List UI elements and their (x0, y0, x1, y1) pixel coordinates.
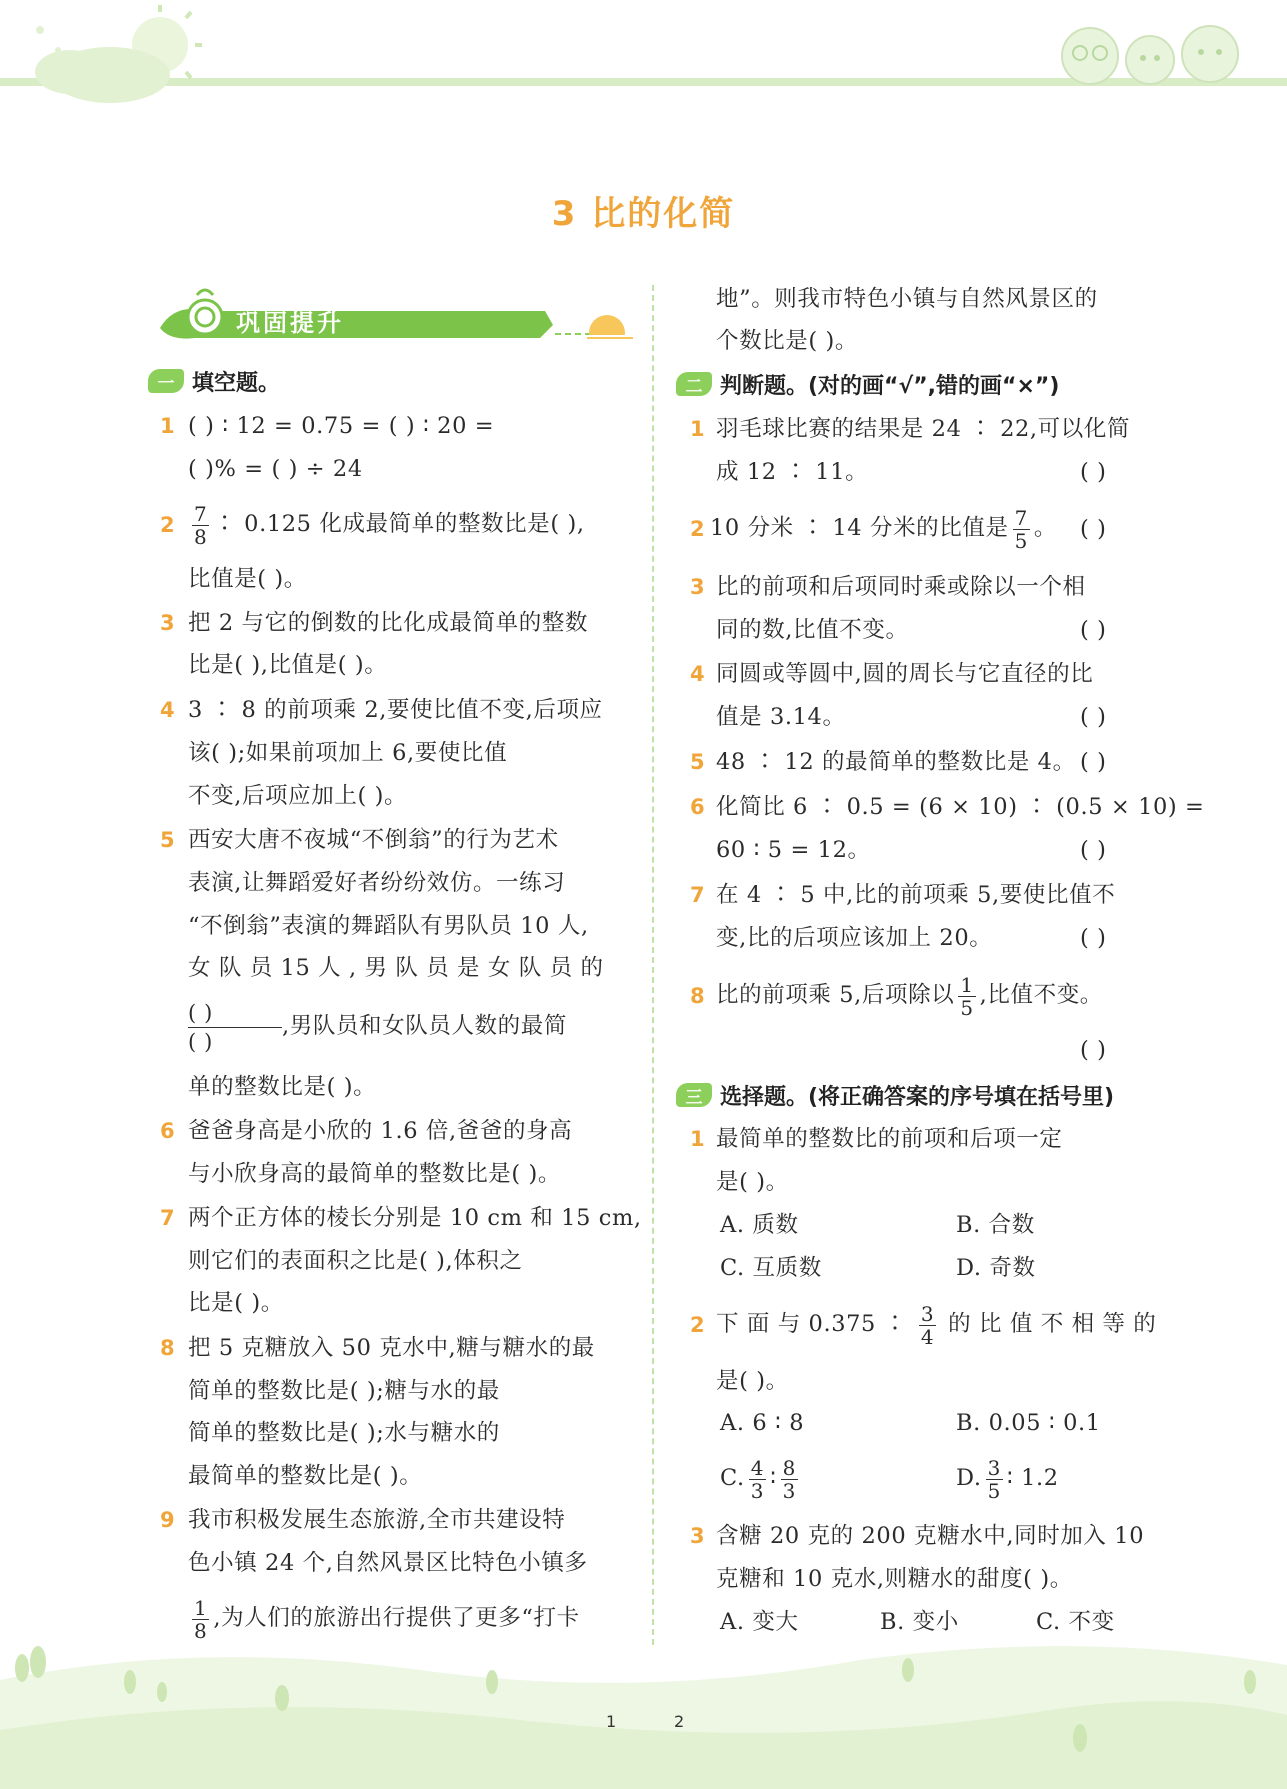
question-text: 两个正方体的棱长分别是 10 cm 和 15 cm, (188, 1205, 642, 1231)
question-text: 女 队 员 15 人 , 男 队 员 是 女 队 员 的 (188, 955, 604, 981)
section-title: 判断题。(对的画“√”,错的画“×”) (720, 373, 1060, 399)
section-title: 选择题。(将正确答案的序号填在括号里) (720, 1084, 1115, 1110)
question-text: 单的整数比是( )。 (188, 1074, 377, 1100)
question-text: 比是( ),比值是( )。 (188, 652, 388, 678)
page-title: 3 比的化简 (551, 194, 736, 234)
answer-blank[interactable]: ( ) (1080, 617, 1107, 643)
question-text: ( )% = ( ) ÷ 24 (188, 456, 363, 482)
question-text: 与小欣身高的最简单的整数比是( )。 (188, 1161, 562, 1187)
question-text: 爸爸身高是小欣的 1.6 倍,爸爸的身高 (188, 1118, 573, 1144)
question-number: 6 (160, 1119, 175, 1143)
bottom-landscape-decoration (0, 1620, 1287, 1789)
question-text: 把 5 克糖放入 50 克水中,糖与糖水的最 (188, 1335, 595, 1361)
option-b[interactable]: B. 变小 (880, 1609, 959, 1635)
question-text: 化简比 6 ∶ 0.5 = (6 × 10) ∶ (0.5 × 10) = (716, 794, 1205, 820)
question-text: 比值是( )。 (188, 566, 307, 592)
fraction: $\frac{1}{8}$ (194, 1595, 208, 1643)
section-title: 填空题。 (192, 370, 281, 396)
answer-blank[interactable]: ( ) (1080, 516, 1107, 542)
question-number: 3 (690, 575, 705, 599)
question-text: 在 4 ∶ 5 中,比的前项乘 5,要使比值不 (716, 882, 1116, 908)
option-c[interactable]: C. $\frac{4}{3}$ ∶ $\frac{8}{3}$ (720, 1455, 796, 1503)
question-text: 最简单的整数比的前项和后项一定 (716, 1126, 1063, 1152)
fraction: $\frac{3}{5}$ (987, 1455, 1001, 1503)
question-number: 2 (690, 517, 705, 541)
question-text: 48 ∶ 12 的最简单的整数比是 4。 (716, 749, 1076, 775)
option-a[interactable]: A. 6 ∶ 8 (720, 1410, 805, 1436)
option-c[interactable]: C. 互质数 (720, 1255, 822, 1281)
question-number: 8 (690, 984, 705, 1008)
section-badge: 二 (676, 372, 712, 396)
question-text: 3 ∶ 8 的前项乘 2,要使比值不变,后项应 (188, 697, 603, 723)
question-number: 8 (160, 1336, 175, 1360)
question-text: “不倒翁”表演的舞蹈队有男队员 10 人, (188, 913, 589, 939)
question-text: 克糖和 10 克水,则糖水的甜度( )。 (716, 1566, 1073, 1592)
section-judge-header (676, 369, 1059, 399)
question-text: 地”。则我市特色小镇与自然风景区的 (716, 286, 1098, 312)
question-text: 是( )。 (716, 1368, 789, 1394)
question-text: 简单的整数比是( );水与糖水的 (188, 1420, 500, 1446)
answer-blank[interactable]: ( ) (1080, 925, 1107, 951)
question-line: 10 分米 ∶ 14 分米的比值是 $\frac{7}{5}$ 。 (710, 505, 1058, 553)
answer-blank[interactable]: ( ) (1080, 749, 1107, 775)
question-number: 4 (160, 698, 175, 722)
question-line: $\frac{( )}{( )}$,男队员和女队员人数的最简 (188, 1000, 567, 1054)
fraction: $\frac{7}{8}$ (194, 501, 208, 549)
option-b[interactable]: B. 0.05 ∶ 0.1 (956, 1410, 1101, 1436)
question-text: 同圆或等圆中,圆的周长与它直径的比 (716, 661, 1094, 687)
answer-blank[interactable]: ( ) (1080, 1037, 1107, 1063)
question-number: 5 (160, 828, 175, 852)
cloud-sun-illustration (10, 0, 210, 110)
question-number: 4 (690, 662, 705, 686)
question-text: 变,比的后项应该加上 20。 (716, 925, 993, 951)
question-number: 2 (690, 1313, 705, 1337)
question-text: 是( )。 (716, 1169, 789, 1195)
question-text: 简单的整数比是( );糖与水的最 (188, 1378, 500, 1404)
question-number: 6 (690, 795, 705, 819)
column-divider (652, 285, 654, 1645)
section-banner-graphic (155, 283, 635, 343)
question-text: 含糖 20 克的 200 克糖水中,同时加入 10 (716, 1523, 1145, 1549)
question-number: 3 (160, 611, 175, 635)
fraction: $\frac{1}{5}$ (960, 972, 974, 1020)
option-a[interactable]: A. 质数 (720, 1212, 799, 1238)
question-text: 个数比是( )。 (716, 328, 859, 354)
question-text: 成 12 ∶ 11。 (716, 459, 869, 485)
question-text: 值是 3.14。 (716, 704, 846, 730)
question-text: 同的数,比值不变。 (716, 617, 909, 643)
question-text: 把 2 与它的倒数的比化成最简单的整数 (188, 610, 589, 636)
question-text: 不变,后项应加上( )。 (188, 783, 408, 809)
question-number: 5 (690, 750, 705, 774)
question-text: 西安大唐不夜城“不倒翁”的行为艺术 (188, 827, 559, 853)
question-text: 则它们的表面积之比是( ),体积之 (188, 1248, 523, 1274)
answer-blank[interactable]: ( ) (1080, 459, 1107, 485)
question-number: 3 (690, 1524, 705, 1548)
fraction: $\frac{7}{5}$ (1014, 505, 1028, 553)
question-number: 7 (160, 1206, 175, 1230)
question-line: $\frac{1}{8}$ ,为人们的旅游出行提供了更多“打卡 (194, 1595, 580, 1643)
animal-faces-illustration (1055, 18, 1255, 88)
option-d[interactable]: D. 奇数 (956, 1255, 1036, 1281)
question-text: 该( );如果前项加上 6,要使比值 (188, 740, 508, 766)
question-line: 下 面 与 0.375 ∶ $\frac{3}{4}$ 的 比 值 不 相 等 的 (716, 1301, 1157, 1349)
section-banner-label: 巩固提升 (236, 309, 344, 337)
section-badge: 三 (676, 1083, 712, 1107)
fraction: $\frac{4}{3}$ (750, 1455, 765, 1503)
option-a[interactable]: A. 变大 (720, 1609, 799, 1635)
question-line: 比的前项乘 5,后项除以 $\frac{1}{5}$ ,比值不变。 (716, 972, 1103, 1020)
section-choice-header (676, 1080, 1114, 1110)
question-number: 1 (690, 417, 705, 441)
question-number: 9 (160, 1508, 175, 1532)
question-text: 比的前项和后项同时乘或除以一个相 (716, 574, 1086, 600)
section-badge: 一 (148, 369, 184, 393)
page-number-right: 2 (674, 1712, 685, 1731)
question-text: 色小镇 24 个,自然风景区比特色小镇多 (188, 1550, 588, 1576)
question-text: ( ) ∶ 12 = 0.75 = ( ) ∶ 20 = (188, 413, 495, 439)
question-text: 最简单的整数比是( )。 (188, 1463, 423, 1489)
question-text: 60 ∶ 5 = 12。 (716, 837, 871, 863)
question-number: 1 (690, 1127, 705, 1151)
section-fill-header (148, 366, 280, 396)
fraction: $\frac{3}{4}$ (920, 1301, 935, 1349)
question-number: 1 (160, 414, 175, 438)
question-number: 7 (690, 883, 705, 907)
question-line: $\frac{7}{8}$ ∶ 0.125 化成最简单的整数比是( ), (194, 501, 585, 549)
question-number: 2 (160, 513, 175, 537)
page-number-left: 1 (606, 1712, 617, 1731)
blank-fraction: $\frac{( )}{( )}$ (188, 999, 282, 1056)
answer-blank[interactable]: ( ) (1080, 704, 1107, 730)
option-d[interactable]: D. $\frac{3}{5}$ ∶ 1.2 (956, 1455, 1059, 1503)
option-c[interactable]: C. 不变 (1036, 1609, 1115, 1635)
question-text: 比是( )。 (188, 1290, 284, 1316)
answer-blank[interactable]: ( ) (1080, 837, 1107, 863)
option-b[interactable]: B. 合数 (956, 1212, 1035, 1238)
question-text: 我市积极发展生态旅游,全市共建设特 (188, 1507, 566, 1533)
fraction: $\frac{8}{3}$ (782, 1455, 796, 1503)
question-text: 表演,让舞蹈爱好者纷纷效仿。一练习 (188, 870, 566, 896)
question-text: 羽毛球比赛的结果是 24 ∶ 22,可以化简 (716, 416, 1131, 442)
